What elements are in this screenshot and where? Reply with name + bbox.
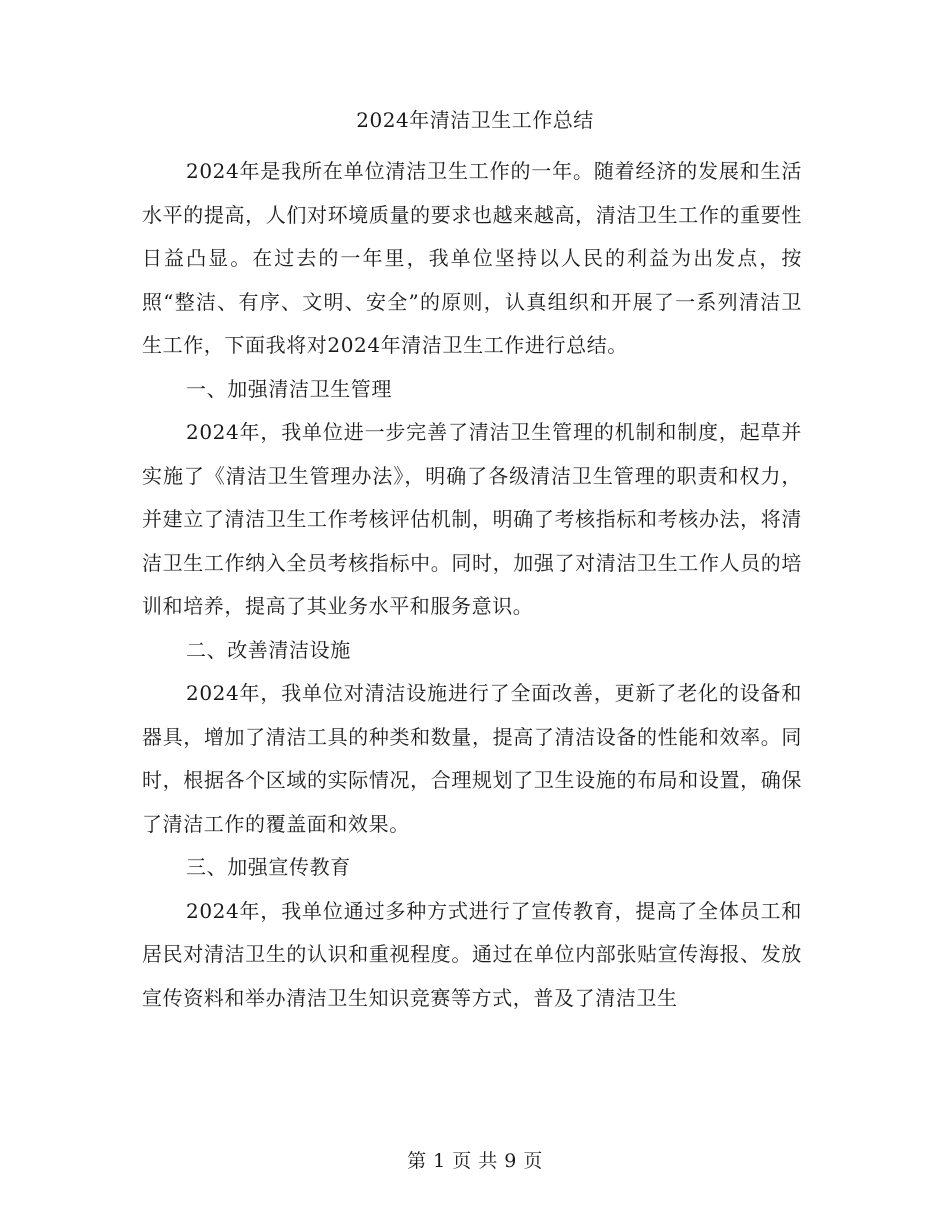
document-title: 2024年清洁卫生工作总结 [356, 108, 594, 132]
section-paragraph-2: 2024年，我单位对清洁设施进行了全面改善，更新了老化的设备和器具，增加了清洁工具的种类和数量，提高了清洁设备的性能和效率。同时，根据各个区域的实际情况，合理规划了卫生设施的布局和设置，确保了清洁工作的覆盖面和效果。 [142, 681, 802, 836]
section-paragraph-3: 2024年，我单位通过多种方式进行了宣传教育，提高了全体员工和居民对清洁卫生的认识和重视程度。通过在单位内部张贴宣传海报、发放宣传资料和举办清洁卫生知识竞赛等方式，普及了清洁卫生 [142, 898, 802, 1010]
section-heading-3: 三、加强宣传教育 [186, 855, 351, 879]
section-paragraph-1: 2024年，我单位进一步完善了清洁卫生管理的机制和制度，起草并实施了《清洁卫生管理办法》，明确了各级清洁卫生管理的职责和权力，并建立了清洁卫生工作考核评估机制，明确了考核指标和考核办法，将清洁卫生工作纳入全员考核指标中。同时，加强了对清洁卫生工作人员的培训和培养，提高了其业务水平和服务意识。 [142, 420, 802, 618]
section-heading-1: 一、加强清洁卫生管理 [186, 376, 392, 401]
page-footer [0, 1148, 950, 1174]
page-number-label: 第 1 页 共 9 页 [407, 1150, 543, 1172]
document-body [142, 150, 802, 1020]
intro-paragraph: 2024年是我所在单位清洁卫生工作的一年。随着经济的发展和生活水平的提高，人们对环境质量的要求也越来越高，清洁卫生工作的重要性日益凸显。在过去的一年里，我单位坚持以人民的利益为出发点，按照“整洁、有序、文明、安全”的原则，认真组织和开展了一系列清洁卫生工作，下面我将对2024年清洁卫生工作进行总结。 [142, 159, 802, 357]
section-heading-2: 二、改善清洁设施 [186, 637, 351, 662]
